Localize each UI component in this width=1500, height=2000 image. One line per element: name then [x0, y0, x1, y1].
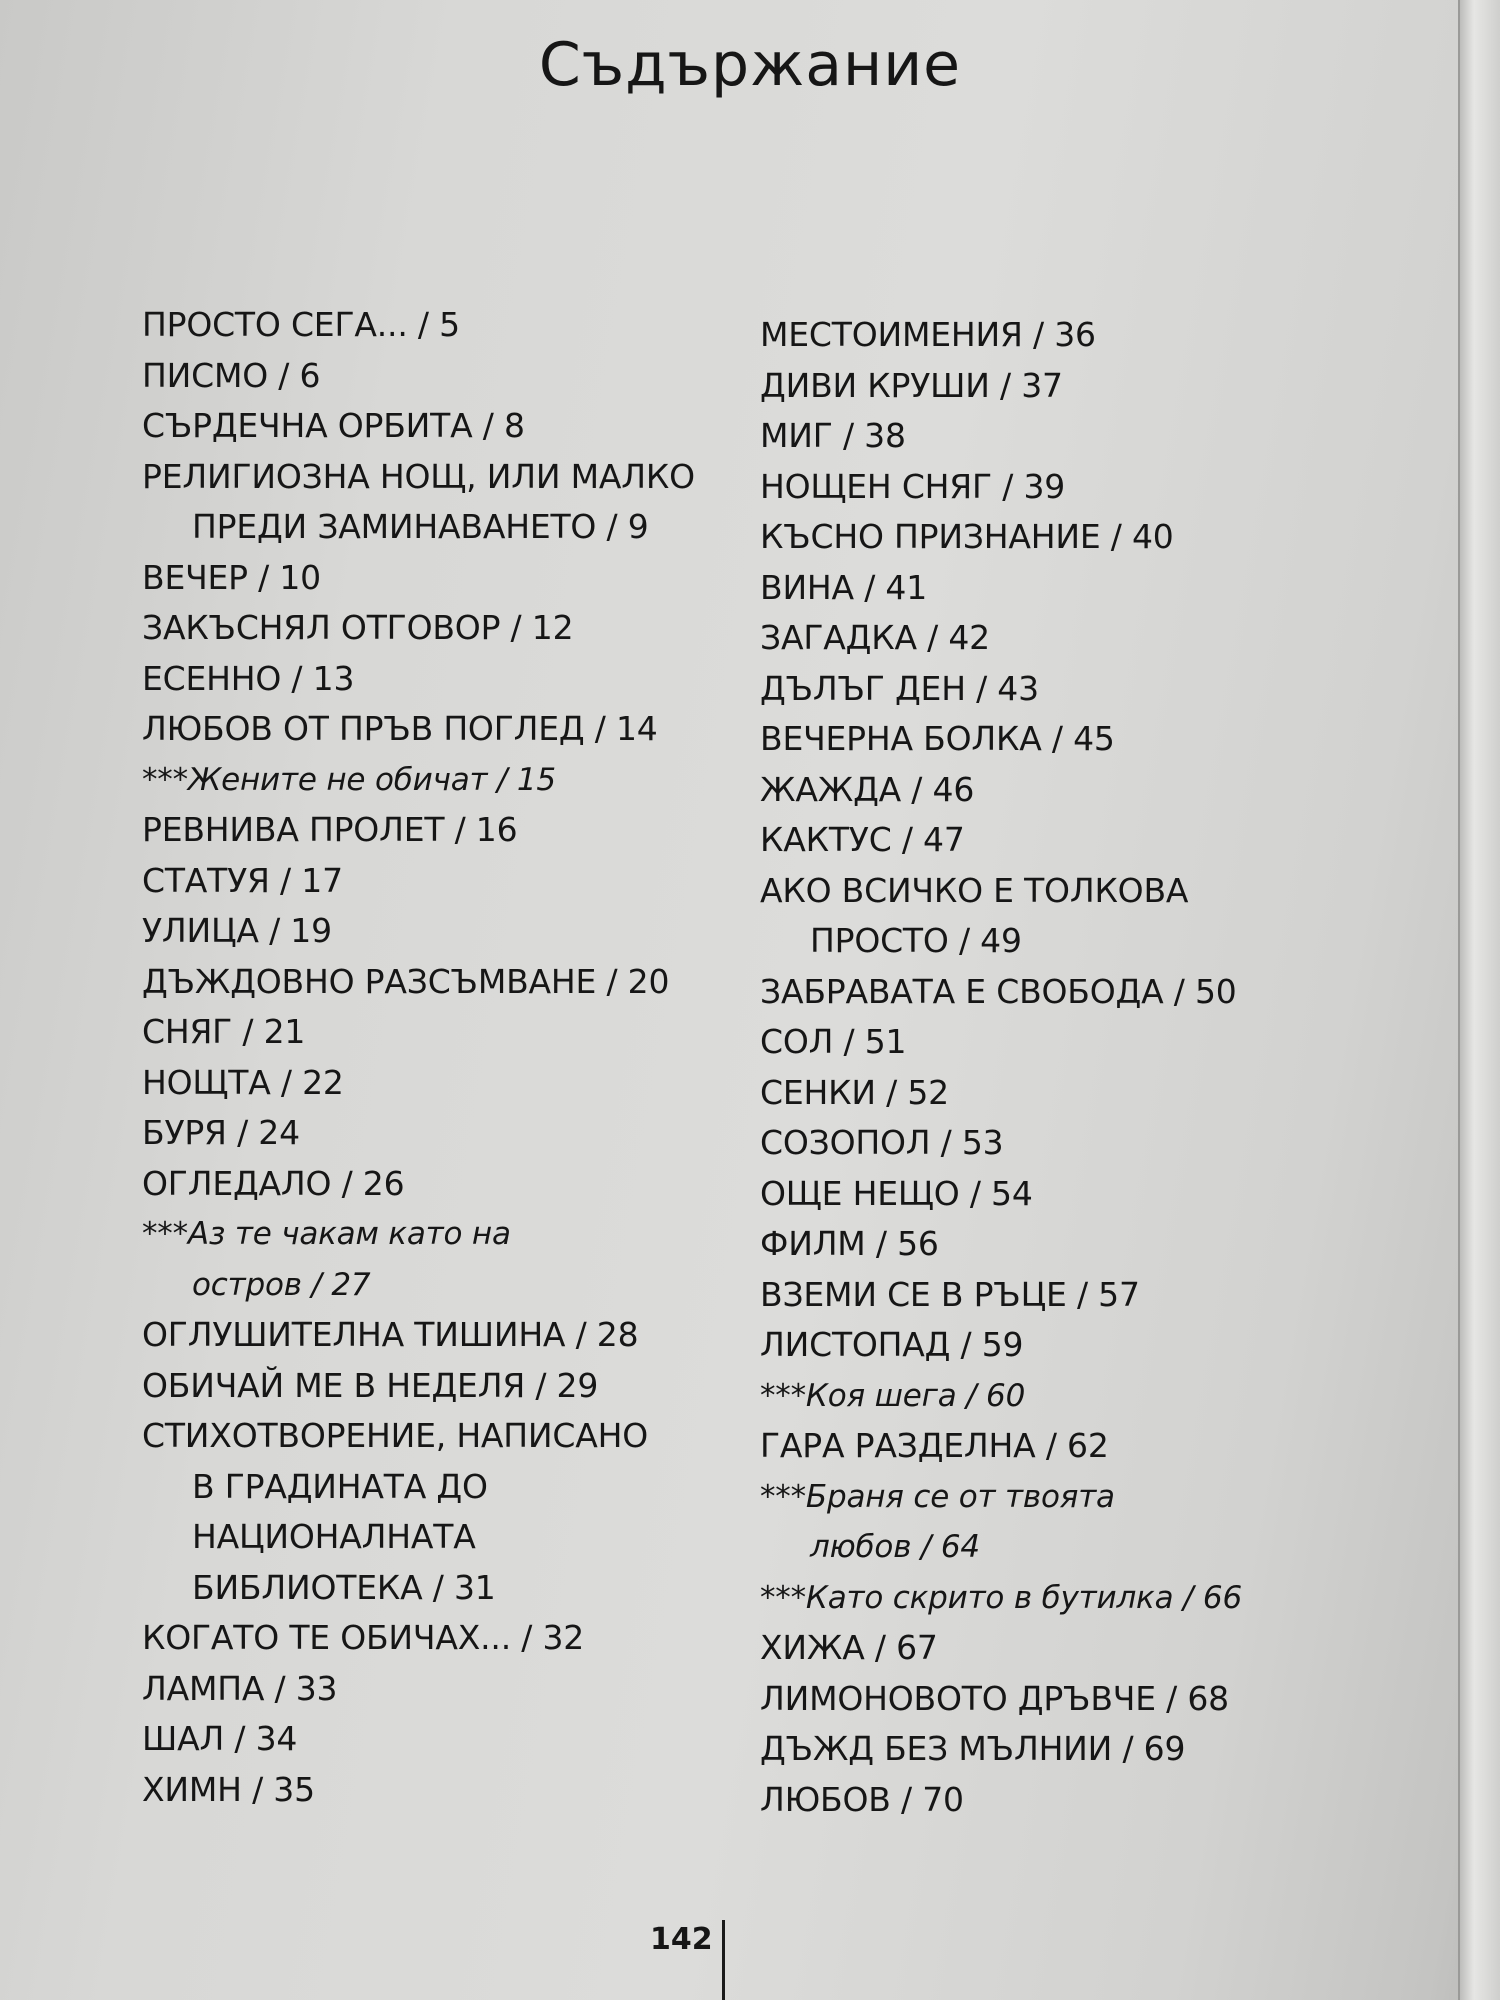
- toc-entry: МИГ / 38: [760, 416, 906, 455]
- toc-entry: ЗАГАДКА / 42: [760, 618, 990, 657]
- toc-entry: УЛИЦА / 19: [142, 911, 332, 950]
- toc-entry: ПРОСТО / 49: [810, 921, 1022, 960]
- adjacent-page-edge: [1458, 0, 1500, 2000]
- toc-entry: ДЪЛЪГ ДЕН / 43: [760, 668, 1039, 708]
- toc-entry: ПРОСТО СЕГА... / 5: [142, 305, 460, 344]
- toc-entry: ДЪЖДОВНО РАЗСЪМВАНЕ / 20: [142, 961, 670, 1001]
- toc-entry: остров / 27: [192, 1266, 371, 1303]
- toc-entry: НОЩЕН СНЯГ / 39: [760, 466, 1066, 506]
- toc-entry: СТАТУЯ / 17: [142, 860, 343, 900]
- toc-entry: РЕВНИВА ПРОЛЕТ / 16: [142, 810, 518, 849]
- toc-entry: ШАЛ / 34: [142, 1719, 298, 1758]
- toc-entry: В ГРАДИНАТА ДО: [192, 1466, 488, 1506]
- toc-entry: ЛИСТОПАД / 59: [760, 1325, 1024, 1364]
- toc-entry: НАЦИОНАЛНАТА: [192, 1517, 476, 1556]
- toc-entry: ***Жените не обичат / 15: [142, 761, 556, 798]
- toc-entry: КАКТУС / 47: [760, 820, 965, 859]
- toc-entry: МЕСТОИМЕНИЯ / 36: [760, 315, 1096, 354]
- toc-entry: БИБЛИОТЕКА / 31: [192, 1567, 496, 1607]
- toc-entry: ФИЛМ / 56: [760, 1224, 939, 1263]
- toc-entry: СЕНКИ / 52: [760, 1072, 949, 1112]
- toc-entry: КОГАТО ТЕ ОБИЧАХ... / 32: [142, 1618, 585, 1657]
- toc-left-column: [142, 300, 782, 1815]
- toc-entry: ДЪЖД БЕЗ МЪЛНИИ / 69: [760, 1729, 1186, 1768]
- toc-entry: БУРЯ / 24: [142, 1113, 300, 1152]
- toc-entry: СТИХОТВОРЕНИЕ, НАПИСАНО: [142, 1416, 649, 1455]
- toc-entry: любов / 64: [810, 1529, 980, 1565]
- toc-right-column: [760, 310, 1400, 1825]
- toc-entry: ***Браня се от твоята: [760, 1478, 1115, 1515]
- page-title: Съдържание: [538, 30, 962, 100]
- toc-entry: ДИВИ КРУШИ / 37: [760, 365, 1063, 405]
- toc-entry: АКО ВСИЧКО Е ТОЛКОВА: [760, 870, 1189, 910]
- toc-entry: ОГЛЕДАЛО / 26: [142, 1163, 405, 1203]
- toc-entry: ПИСМО / 6: [142, 355, 321, 395]
- toc-entry: ПРЕДИ ЗАМИНАВАНЕТО / 9: [192, 507, 649, 546]
- toc-entry: СОЗОПОЛ / 53: [760, 1123, 1004, 1162]
- toc-entry: ВЕЧЕРНА БОЛКА / 45: [760, 719, 1115, 758]
- toc-entry: ХИМН / 35: [142, 1769, 315, 1809]
- page-number: 142: [650, 1922, 713, 1957]
- toc-entry: ***Като скрито в бутилка / 66: [760, 1579, 1242, 1616]
- toc-entry: ***Коя шега / 60: [760, 1377, 1026, 1414]
- toc-entry: ОЩЕ НЕЩО / 54: [760, 1173, 1033, 1213]
- toc-entry: РЕЛИГИОЗНА НОЩ, ИЛИ МАЛКО: [142, 456, 695, 496]
- toc-entry: ***Аз те чакам като на: [142, 1216, 511, 1252]
- toc-entry: ЛЮБОВ ОТ ПРЪВ ПОГЛЕД / 14: [142, 709, 658, 748]
- toc-entry: КЪСНО ПРИЗНАНИЕ / 40: [760, 517, 1174, 556]
- toc-entry: ЗАКЪСНЯЛ ОТГОВОР / 12: [142, 608, 574, 647]
- toc-entry: ОГЛУШИТЕЛНА ТИШИНА / 28: [142, 1315, 639, 1354]
- page-number-rule: [722, 1920, 725, 2000]
- toc-entry: ВИНА / 41: [760, 567, 928, 607]
- toc-entry: НОЩТА / 22: [142, 1062, 344, 1102]
- toc-entry: ЛИМОНОВОТО ДРЪВЧЕ / 68: [760, 1678, 1229, 1718]
- toc-entry: СЪРДЕЧНА ОРБИТА / 8: [142, 406, 525, 445]
- toc-entry: ЖАЖДА / 46: [760, 769, 975, 809]
- toc-entry: ЛЮБОВ / 70: [760, 1779, 964, 1819]
- toc-entry: ГАРА РАЗДЕЛНА / 62: [760, 1426, 1109, 1465]
- toc-entry: СНЯГ / 21: [142, 1012, 306, 1051]
- toc-entry: ЕСЕННО / 13: [142, 658, 355, 698]
- toc-entry: ХИЖА / 67: [760, 1628, 938, 1667]
- toc-entry: ЛАМПА / 33: [142, 1668, 338, 1708]
- toc-entry: ОБИЧАЙ МЕ В НЕДЕЛЯ / 29: [142, 1365, 599, 1405]
- toc-entry: ВЕЧЕР / 10: [142, 557, 321, 597]
- toc-entry: СОЛ / 51: [760, 1022, 907, 1061]
- toc-entry: ЗАБРАВАТА Е СВОБОДА / 50: [760, 971, 1237, 1011]
- toc-entry: ВЗЕМИ СЕ В РЪЦЕ / 57: [760, 1274, 1140, 1314]
